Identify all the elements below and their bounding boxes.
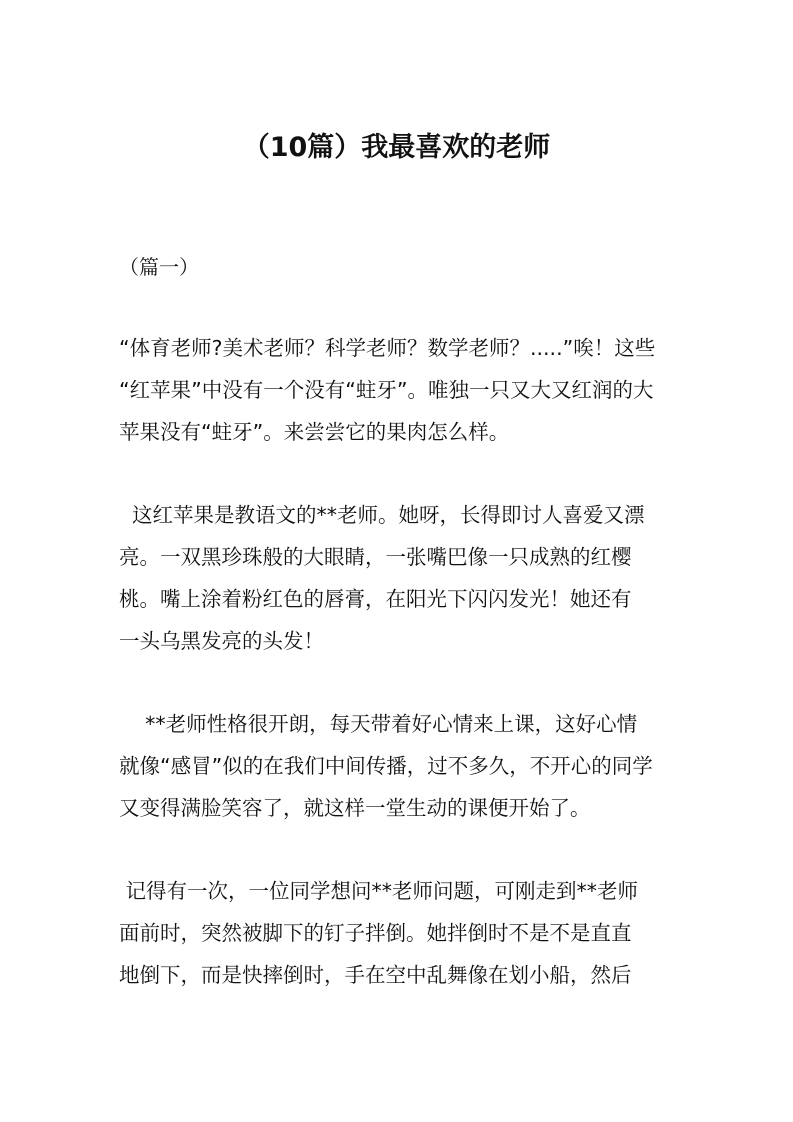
text-line: “红苹果”中没有一个没有“蛀牙”。唯独一只又大又红润的大 bbox=[119, 377, 654, 402]
text-line: 就像“感冒”似的在我们中间传播，过不多久，不开心的同学 bbox=[119, 753, 653, 778]
text-line: 面前时，突然被脚下的钉子拌倒。她拌倒时不是不是直直 bbox=[119, 921, 632, 946]
text-line: “体育老师?美术老师？科学老师？数学老师？.....”唉！这些 bbox=[119, 336, 656, 360]
document-body bbox=[119, 328, 679, 997]
paragraph bbox=[119, 495, 679, 662]
text-line: 亮。一双黑珍珠般的大眼睛，一张嘴巴像一只成熟的红樱 bbox=[119, 544, 632, 569]
document-title: （10篇）我最喜欢的老师 bbox=[242, 132, 551, 163]
text-line: 又变得满脸笑容了，就这样一堂生动的课便开始了。 bbox=[119, 795, 591, 820]
text-line: 苹果没有“蛀牙”。来尝尝它的果肉怎么样。 bbox=[119, 419, 510, 444]
section-heading: （篇一） bbox=[119, 255, 199, 279]
text-line: 这红苹果是教语文的**老师。她呀，长得即讨人喜爱又漂 bbox=[119, 503, 645, 528]
text-line: 一头乌黑发亮的头发！ bbox=[119, 628, 324, 653]
text-line: 桃。嘴上涂着粉红色的唇膏，在阳光下闪闪发光！她还有 bbox=[119, 586, 632, 611]
paragraph-gap bbox=[119, 453, 679, 495]
paragraph-gap bbox=[119, 830, 679, 872]
text-line: 记得有一次，一位同学想问**老师问题，可刚走到**老师 bbox=[119, 879, 639, 904]
paragraph bbox=[119, 704, 679, 829]
paragraph bbox=[119, 871, 679, 996]
text-line: 地倒下，而是快摔倒时，手在空中乱舞像在划小船，然后 bbox=[119, 962, 632, 987]
paragraph bbox=[119, 328, 679, 453]
text-line: **老师性格很开朗，每天带着好心情来上课，这好心情 bbox=[119, 712, 638, 737]
paragraph-gap bbox=[119, 662, 679, 704]
